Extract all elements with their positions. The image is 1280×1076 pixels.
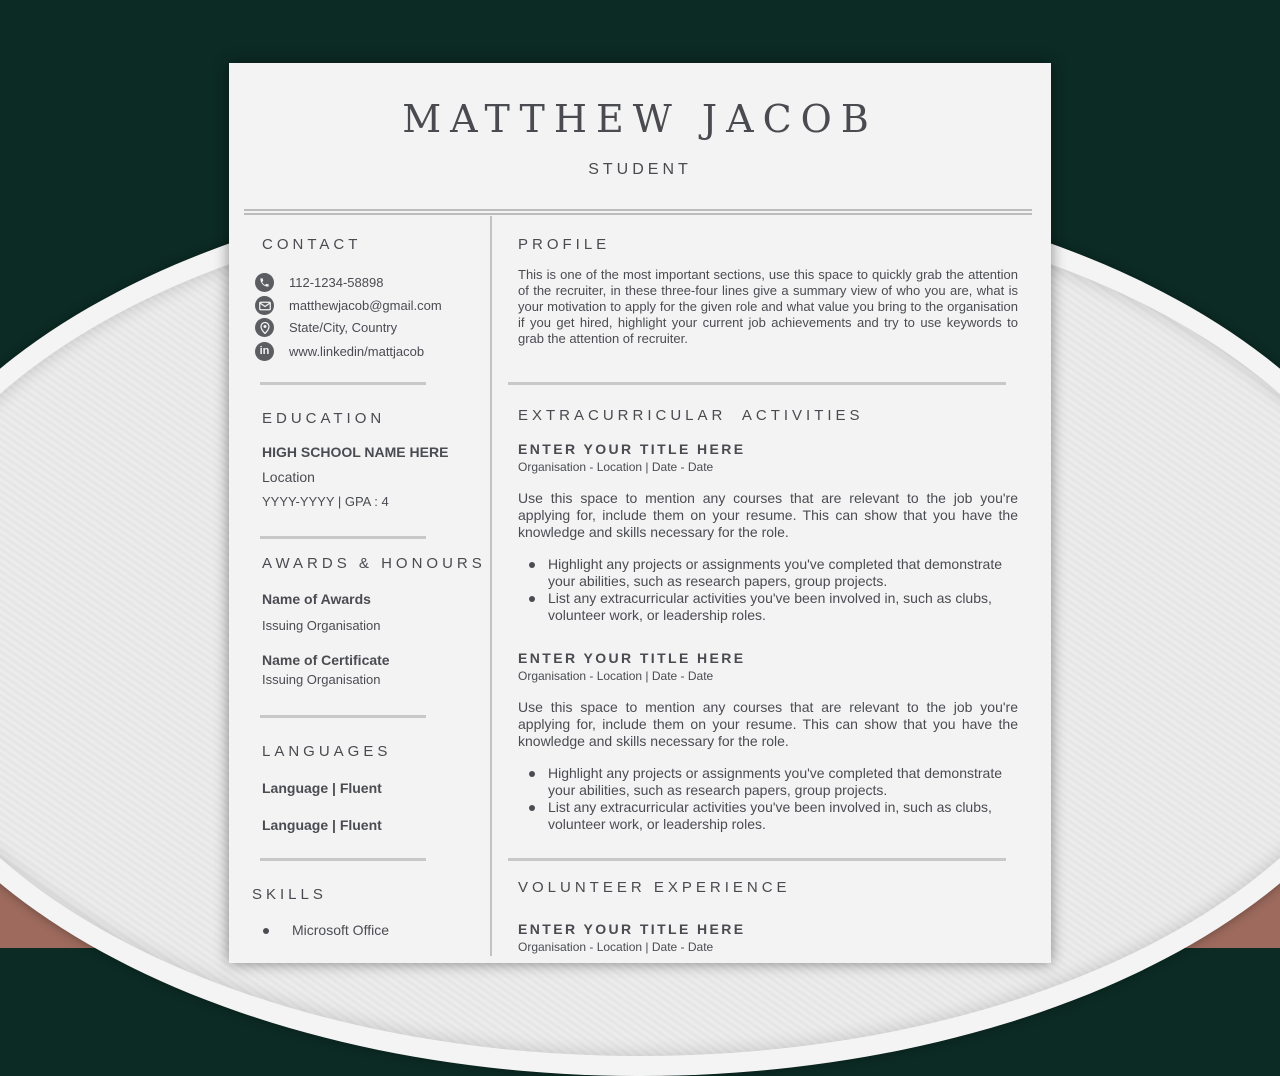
skills-heading: SKILLS <box>252 886 327 903</box>
contact-email: matthewjacob@gmail.com <box>289 298 442 313</box>
contact-heading: CONTACT <box>262 236 362 253</box>
resume-name: MATTHEW JACOB <box>402 97 878 141</box>
entry-bullets <box>518 765 1018 833</box>
email-icon <box>255 296 274 315</box>
entry-meta: Organisation - Location | Date - Date <box>518 669 714 683</box>
phone-icon <box>255 273 274 292</box>
education-school: HIGH SCHOOL NAME HERE <box>262 444 449 460</box>
list-item: List any extracurricular activities you've been involved in, such as clubs, volunteer work, or leadership roles. <box>518 799 1018 833</box>
language-item: Language | Fluent <box>262 780 382 796</box>
skill-item: Microsoft Office <box>292 922 389 938</box>
resume-role: STUDENT <box>588 161 692 178</box>
linkedin-icon: in <box>255 342 274 361</box>
profile-separator <box>508 382 1006 385</box>
bullet-dot <box>529 596 535 602</box>
education-years: YYYY-YYYY | GPA : 4 <box>262 494 389 509</box>
contact-location: State/City, Country <box>289 320 398 335</box>
entry-description: Use this space to mention any courses that are relevant to the job you're applying for, include them on your resume. This can show that you have the knowledge and skills necessary for the role. <box>518 490 1018 540</box>
list-item: Highlight any projects or assignments you've completed that demonstrate your abilities, such as research papers, group projects. <box>518 765 1018 799</box>
profile-text: This is one of the most important sections, use this space to quickly grab the attention of the recruiter, in these three-four lines give a summary view of who you are, what is your motivation to apply for the given role and what value you bring to the organisation if you get hired, highlight your current job achievements and try to use keywords to grab the attention of recruiter. <box>518 267 1018 346</box>
bullet-dot <box>529 771 535 777</box>
entry-title: ENTER YOUR TITLE HERE <box>518 921 746 937</box>
header-rule-bottom <box>244 213 1032 215</box>
extracurricular-heading: EXTRACURRICULAR ACTIVITIES <box>518 407 864 424</box>
entry-title: ENTER YOUR TITLE HERE <box>518 650 746 666</box>
column-divider <box>490 216 492 956</box>
contact-linkedin: www.linkedin/mattjacob <box>289 344 425 359</box>
award-org: Issuing Organisation <box>262 618 381 633</box>
entry-bullets <box>518 556 1018 624</box>
list-item: Highlight any projects or assignments you've completed that demonstrate your abilities, such as research papers, group projects. <box>518 556 1018 590</box>
languages-separator <box>260 858 426 861</box>
education-location: Location <box>262 469 315 485</box>
skill-bullet <box>263 928 269 934</box>
awards-separator <box>260 715 426 718</box>
education-heading: EDUCATION <box>262 410 386 427</box>
entry-description: Use this space to mention any courses that are relevant to the job you're applying for, include them on your resume. This can show that you have the knowledge and skills necessary for the role. <box>518 699 1018 749</box>
volunteer-heading: VOLUNTEER EXPERIENCE <box>518 879 791 896</box>
languages-heading: LANGUAGES <box>262 743 392 760</box>
certificate-org: Issuing Organisation <box>262 672 381 687</box>
bullet-dot <box>529 562 535 568</box>
certificate-name: Name of Certificate <box>262 652 390 668</box>
education-separator <box>260 536 426 539</box>
entry-meta: Organisation - Location | Date - Date <box>518 460 714 474</box>
awards-heading: AWARDS & HONOURS <box>262 555 486 572</box>
contact-phone: 112-1234-58898 <box>289 275 384 290</box>
extracurricular-separator <box>508 858 1006 861</box>
language-item: Language | Fluent <box>262 817 382 833</box>
list-item: List any extracurricular activities you've been involved in, such as clubs, volunteer work, or leadership roles. <box>518 590 1018 624</box>
entry-meta: Organisation - Location | Date - Date <box>518 940 714 954</box>
award-name: Name of Awards <box>262 591 371 607</box>
contact-separator <box>260 382 426 385</box>
bullet-dot <box>529 805 535 811</box>
profile-heading: PROFILE <box>518 236 611 253</box>
location-pin-icon <box>255 318 274 337</box>
entry-title: ENTER YOUR TITLE HERE <box>518 441 746 457</box>
header-rule-top <box>244 209 1032 211</box>
